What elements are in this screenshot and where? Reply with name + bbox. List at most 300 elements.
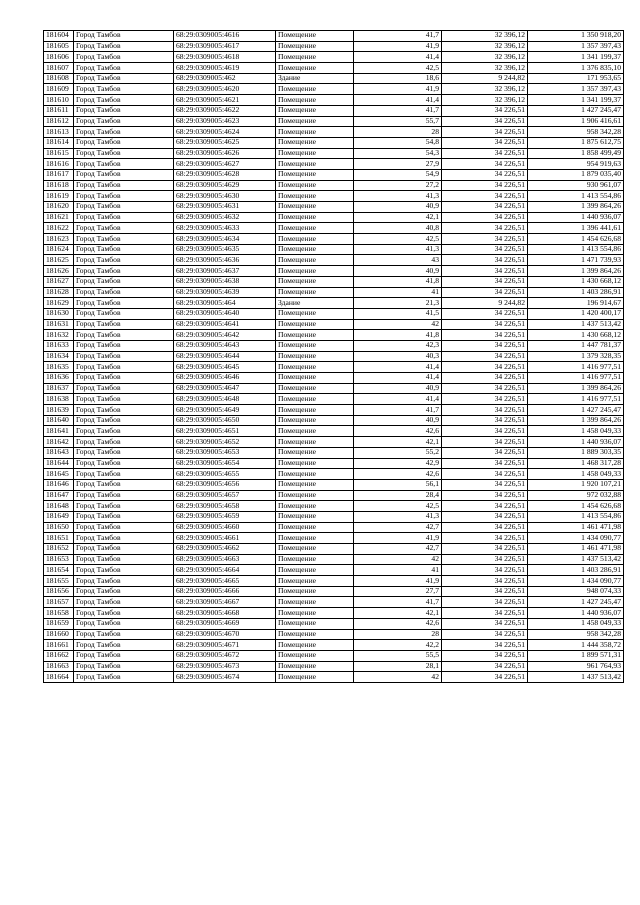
locality-cell: Город Тамбов (74, 565, 174, 576)
locality-cell: Город Тамбов (74, 287, 174, 298)
cadastral-number-cell: 68:29:0309005:4622 (174, 105, 276, 116)
object-type-cell: Помещение (276, 223, 354, 234)
row-number-cell: 181653 (44, 554, 74, 565)
locality-cell: Город Тамбов (74, 116, 174, 127)
unit-value-cell: 34 226,51 (442, 415, 528, 426)
row-number-cell: 181610 (44, 95, 74, 106)
locality-cell: Город Тамбов (74, 244, 174, 255)
area-cell: 40,9 (354, 383, 442, 394)
table-row (44, 661, 624, 672)
cadastral-number-cell: 68:29:0309005:4658 (174, 501, 276, 512)
object-type-cell: Помещение (276, 618, 354, 629)
area-cell: 41,7 (354, 597, 442, 608)
unit-value-cell: 34 226,51 (442, 618, 528, 629)
locality-cell: Город Тамбов (74, 191, 174, 202)
row-number-cell: 181611 (44, 105, 74, 116)
cadastral-number-cell: 68:29:0309005:4619 (174, 63, 276, 74)
cadastral-value-cell: 1 416 977,51 (528, 373, 624, 384)
table-row (44, 362, 624, 373)
cadastral-number-cell: 68:29:0309005:4636 (174, 255, 276, 266)
object-type-cell: Помещение (276, 576, 354, 587)
object-type-cell: Помещение (276, 469, 354, 480)
area-cell: 40,3 (354, 351, 442, 362)
cadastral-number-cell: 68:29:0309005:4657 (174, 490, 276, 501)
cadastral-value-cell: 1 413 554,86 (528, 244, 624, 255)
row-number-cell: 181606 (44, 52, 74, 63)
cadastral-value-cell: 930 961,07 (528, 180, 624, 191)
area-cell: 40,9 (354, 266, 442, 277)
cadastral-value-cell: 1 416 977,51 (528, 362, 624, 373)
unit-value-cell: 34 226,51 (442, 319, 528, 330)
cadastral-value-cell: 954 919,63 (528, 159, 624, 170)
locality-cell: Город Тамбов (74, 159, 174, 170)
locality-cell: Город Тамбов (74, 640, 174, 651)
table-row (44, 330, 624, 341)
row-number-cell: 181614 (44, 137, 74, 148)
table-row (44, 212, 624, 223)
cadastral-value-cell: 1 430 668,12 (528, 276, 624, 287)
unit-value-cell: 34 226,51 (442, 340, 528, 351)
row-number-cell: 181631 (44, 319, 74, 330)
area-cell: 18,6 (354, 73, 442, 84)
unit-value-cell: 34 226,51 (442, 650, 528, 661)
object-type-cell: Помещение (276, 266, 354, 277)
object-type-cell: Помещение (276, 608, 354, 619)
object-type-cell: Помещение (276, 447, 354, 458)
locality-cell: Город Тамбов (74, 490, 174, 501)
locality-cell: Город Тамбов (74, 137, 174, 148)
object-type-cell: Помещение (276, 554, 354, 565)
table-row (44, 522, 624, 533)
area-cell: 40,9 (354, 415, 442, 426)
cadastral-number-cell: 68:29:0309005:4649 (174, 405, 276, 416)
locality-cell: Город Тамбов (74, 127, 174, 138)
table-row (44, 276, 624, 287)
table-row (44, 501, 624, 512)
cadastral-value-cell: 171 953,65 (528, 73, 624, 84)
cadastral-number-cell: 68:29:0309005:4646 (174, 373, 276, 384)
row-number-cell: 181625 (44, 255, 74, 266)
locality-cell: Город Тамбов (74, 586, 174, 597)
locality-cell: Город Тамбов (74, 576, 174, 587)
unit-value-cell: 34 226,51 (442, 405, 528, 416)
unit-value-cell: 34 226,51 (442, 437, 528, 448)
table-row (44, 105, 624, 116)
area-cell: 40,9 (354, 202, 442, 213)
unit-value-cell: 34 226,51 (442, 490, 528, 501)
table-row (44, 308, 624, 319)
unit-value-cell: 34 226,51 (442, 137, 528, 148)
area-cell: 43 (354, 255, 442, 266)
locality-cell: Город Тамбов (74, 608, 174, 619)
unit-value-cell: 34 226,51 (442, 501, 528, 512)
locality-cell: Город Тамбов (74, 501, 174, 512)
row-number-cell: 181658 (44, 608, 74, 619)
cadastral-value-cell: 1 399 864,26 (528, 266, 624, 277)
row-number-cell: 181643 (44, 447, 74, 458)
locality-cell: Город Тамбов (74, 319, 174, 330)
table-row (44, 319, 624, 330)
locality-cell: Город Тамбов (74, 308, 174, 319)
locality-cell: Город Тамбов (74, 330, 174, 341)
cadastral-number-cell: 68:29:0309005:4653 (174, 447, 276, 458)
cadastral-value-cell: 1 471 739,93 (528, 255, 624, 266)
cadastral-number-cell: 68:29:0309005:4662 (174, 544, 276, 555)
cadastral-number-cell: 68:29:0309005:4632 (174, 212, 276, 223)
row-number-cell: 181663 (44, 661, 74, 672)
locality-cell: Город Тамбов (74, 479, 174, 490)
document-page (43, 30, 623, 683)
area-cell: 42,7 (354, 522, 442, 533)
object-type-cell: Помещение (276, 640, 354, 651)
row-number-cell: 181642 (44, 437, 74, 448)
area-cell: 41 (354, 287, 442, 298)
table-row (44, 373, 624, 384)
table-row (44, 490, 624, 501)
unit-value-cell: 32 396,12 (442, 41, 528, 52)
area-cell: 42,5 (354, 234, 442, 245)
area-cell: 41,9 (354, 576, 442, 587)
locality-cell: Город Тамбов (74, 31, 174, 42)
table-row (44, 405, 624, 416)
cadastral-value-cell: 1 437 513,42 (528, 554, 624, 565)
unit-value-cell: 34 226,51 (442, 116, 528, 127)
object-type-cell: Помещение (276, 479, 354, 490)
area-cell: 41,4 (354, 394, 442, 405)
row-number-cell: 181604 (44, 31, 74, 42)
cadastral-value-cell: 1 444 358,72 (528, 640, 624, 651)
row-number-cell: 181648 (44, 501, 74, 512)
object-type-cell: Здание (276, 298, 354, 309)
cadastral-number-cell: 68:29:0309005:4650 (174, 415, 276, 426)
table-row (44, 148, 624, 159)
cadastral-number-cell: 68:29:0309005:4638 (174, 276, 276, 287)
cadastral-number-cell: 68:29:0309005:4648 (174, 394, 276, 405)
locality-cell: Город Тамбов (74, 437, 174, 448)
object-type-cell: Помещение (276, 629, 354, 640)
row-number-cell: 181633 (44, 340, 74, 351)
cadastral-value-cell: 1 458 049,33 (528, 426, 624, 437)
cadastral-value-cell: 196 914,67 (528, 298, 624, 309)
unit-value-cell: 34 226,51 (442, 426, 528, 437)
table-row (44, 95, 624, 106)
object-type-cell: Помещение (276, 95, 354, 106)
row-number-cell: 181635 (44, 362, 74, 373)
cadastral-value-cell: 1 341 199,37 (528, 52, 624, 63)
unit-value-cell: 34 226,51 (442, 308, 528, 319)
locality-cell: Город Тамбов (74, 73, 174, 84)
area-cell: 27,7 (354, 586, 442, 597)
locality-cell: Город Тамбов (74, 511, 174, 522)
row-number-cell: 181626 (44, 266, 74, 277)
table-row (44, 191, 624, 202)
object-type-cell: Помещение (276, 415, 354, 426)
unit-value-cell: 34 226,51 (442, 276, 528, 287)
locality-cell: Город Тамбов (74, 202, 174, 213)
cadastral-value-cell: 948 074,33 (528, 586, 624, 597)
area-cell: 42,6 (354, 426, 442, 437)
locality-cell: Город Тамбов (74, 52, 174, 63)
cadastral-number-cell: 68:29:0309005:4674 (174, 672, 276, 683)
locality-cell: Город Тамбов (74, 212, 174, 223)
unit-value-cell: 34 226,51 (442, 672, 528, 683)
row-number-cell: 181659 (44, 618, 74, 629)
cadastral-number-cell: 68:29:0309005:4631 (174, 202, 276, 213)
locality-cell: Город Тамбов (74, 544, 174, 555)
row-number-cell: 181657 (44, 597, 74, 608)
cadastral-number-cell: 68:29:0309005:4661 (174, 533, 276, 544)
object-type-cell: Помещение (276, 31, 354, 42)
row-number-cell: 181654 (44, 565, 74, 576)
cadastral-number-cell: 68:29:0309005:4624 (174, 127, 276, 138)
row-number-cell: 181627 (44, 276, 74, 287)
locality-cell: Город Тамбов (74, 223, 174, 234)
object-type-cell: Помещение (276, 105, 354, 116)
cadastral-value-table (43, 30, 624, 683)
row-number-cell: 181622 (44, 223, 74, 234)
area-cell: 42 (354, 319, 442, 330)
cadastral-number-cell: 68:29:0309005:4647 (174, 383, 276, 394)
unit-value-cell: 34 226,51 (442, 202, 528, 213)
object-type-cell: Помещение (276, 362, 354, 373)
object-type-cell: Помещение (276, 308, 354, 319)
object-type-cell: Помещение (276, 41, 354, 52)
cadastral-number-cell: 68:29:0309005:4629 (174, 180, 276, 191)
table-row (44, 298, 624, 309)
area-cell: 55,2 (354, 447, 442, 458)
locality-cell: Город Тамбов (74, 148, 174, 159)
unit-value-cell: 34 226,51 (442, 223, 528, 234)
unit-value-cell: 32 396,12 (442, 52, 528, 63)
cadastral-value-cell: 972 032,88 (528, 490, 624, 501)
unit-value-cell: 34 226,51 (442, 533, 528, 544)
object-type-cell: Помещение (276, 330, 354, 341)
unit-value-cell: 34 226,51 (442, 127, 528, 138)
area-cell: 54,3 (354, 148, 442, 159)
row-number-cell: 181664 (44, 672, 74, 683)
cadastral-value-cell: 1 420 400,17 (528, 308, 624, 319)
locality-cell: Город Тамбов (74, 298, 174, 309)
area-cell: 41,8 (354, 330, 442, 341)
area-cell: 28,1 (354, 661, 442, 672)
object-type-cell: Помещение (276, 511, 354, 522)
cadastral-number-cell: 68:29:0309005:4670 (174, 629, 276, 640)
area-cell: 42,7 (354, 544, 442, 555)
locality-cell: Город Тамбов (74, 95, 174, 106)
area-cell: 42 (354, 672, 442, 683)
locality-cell: Город Тамбов (74, 63, 174, 74)
cadastral-number-cell: 68:29:0309005:4637 (174, 266, 276, 277)
locality-cell: Город Тамбов (74, 415, 174, 426)
table-row (44, 608, 624, 619)
table-row (44, 127, 624, 138)
cadastral-number-cell: 68:29:0309005:4625 (174, 137, 276, 148)
object-type-cell: Помещение (276, 169, 354, 180)
table-row (44, 554, 624, 565)
cadastral-value-cell: 1 858 499,49 (528, 148, 624, 159)
row-number-cell: 181620 (44, 202, 74, 213)
unit-value-cell: 9 244,82 (442, 298, 528, 309)
table-row (44, 202, 624, 213)
cadastral-value-cell: 1 437 513,42 (528, 319, 624, 330)
area-cell: 40,8 (354, 223, 442, 234)
cadastral-value-cell: 1 434 090,77 (528, 533, 624, 544)
unit-value-cell: 34 226,51 (442, 554, 528, 565)
locality-cell: Город Тамбов (74, 650, 174, 661)
table-row (44, 565, 624, 576)
object-type-cell: Помещение (276, 340, 354, 351)
cadastral-value-cell: 1 427 245,47 (528, 597, 624, 608)
cadastral-number-cell: 68:29:0309005:4626 (174, 148, 276, 159)
object-type-cell: Помещение (276, 426, 354, 437)
unit-value-cell: 34 226,51 (442, 362, 528, 373)
locality-cell: Город Тамбов (74, 661, 174, 672)
locality-cell: Город Тамбов (74, 41, 174, 52)
unit-value-cell: 34 226,51 (442, 522, 528, 533)
cadastral-value-cell: 1 379 328,35 (528, 351, 624, 362)
locality-cell: Город Тамбов (74, 405, 174, 416)
row-number-cell: 181655 (44, 576, 74, 587)
cadastral-value-cell: 1 341 199,37 (528, 95, 624, 106)
cadastral-value-cell: 1 440 936,07 (528, 212, 624, 223)
table-row (44, 597, 624, 608)
area-cell: 56,1 (354, 479, 442, 490)
object-type-cell: Помещение (276, 394, 354, 405)
cadastral-value-cell: 1 399 864,26 (528, 383, 624, 394)
cadastral-value-cell: 1 413 554,86 (528, 191, 624, 202)
row-number-cell: 181608 (44, 73, 74, 84)
cadastral-number-cell: 68:29:0309005:4666 (174, 586, 276, 597)
area-cell: 42,1 (354, 437, 442, 448)
area-cell: 41,9 (354, 84, 442, 95)
area-cell: 42,5 (354, 63, 442, 74)
unit-value-cell: 34 226,51 (442, 565, 528, 576)
unit-value-cell: 34 226,51 (442, 255, 528, 266)
locality-cell: Город Тамбов (74, 383, 174, 394)
object-type-cell: Помещение (276, 597, 354, 608)
area-cell: 41,4 (354, 95, 442, 106)
locality-cell: Город Тамбов (74, 618, 174, 629)
object-type-cell: Помещение (276, 148, 354, 159)
object-type-cell: Помещение (276, 533, 354, 544)
row-number-cell: 181661 (44, 640, 74, 651)
unit-value-cell: 34 226,51 (442, 586, 528, 597)
unit-value-cell: 34 226,51 (442, 661, 528, 672)
row-number-cell: 181645 (44, 469, 74, 480)
cadastral-value-cell: 1 458 049,33 (528, 469, 624, 480)
locality-cell: Город Тамбов (74, 426, 174, 437)
cadastral-number-cell: 68:29:0309005:4621 (174, 95, 276, 106)
locality-cell: Город Тамбов (74, 255, 174, 266)
area-cell: 28,4 (354, 490, 442, 501)
table-row (44, 576, 624, 587)
row-number-cell: 181616 (44, 159, 74, 170)
cadastral-number-cell: 68:29:0309005:4668 (174, 608, 276, 619)
unit-value-cell: 34 226,51 (442, 244, 528, 255)
unit-value-cell: 34 226,51 (442, 640, 528, 651)
cadastral-number-cell: 68:29:0309005:4620 (174, 84, 276, 95)
unit-value-cell: 34 226,51 (442, 469, 528, 480)
table-row (44, 629, 624, 640)
table-row (44, 479, 624, 490)
area-cell: 42,3 (354, 340, 442, 351)
unit-value-cell: 34 226,51 (442, 105, 528, 116)
cadastral-number-cell: 68:29:0309005:4644 (174, 351, 276, 362)
object-type-cell: Помещение (276, 287, 354, 298)
table-row (44, 255, 624, 266)
table-row (44, 41, 624, 52)
table-row (44, 223, 624, 234)
unit-value-cell: 34 226,51 (442, 287, 528, 298)
table-row (44, 458, 624, 469)
table-row (44, 383, 624, 394)
cadastral-number-cell: 68:29:0309005:4616 (174, 31, 276, 42)
locality-cell: Город Тамбов (74, 180, 174, 191)
area-cell: 41,4 (354, 373, 442, 384)
area-cell: 55,5 (354, 650, 442, 661)
locality-cell: Город Тамбов (74, 234, 174, 245)
cadastral-value-cell: 1 461 471,98 (528, 544, 624, 555)
cadastral-value-cell: 1 437 513,42 (528, 672, 624, 683)
cadastral-number-cell: 68:29:0309005:4669 (174, 618, 276, 629)
area-cell: 41,8 (354, 276, 442, 287)
area-cell: 42,9 (354, 458, 442, 469)
object-type-cell: Помещение (276, 672, 354, 683)
cadastral-value-cell: 961 764,93 (528, 661, 624, 672)
table-row (44, 415, 624, 426)
cadastral-value-cell: 1 403 286,91 (528, 287, 624, 298)
table-row (44, 116, 624, 127)
cadastral-number-cell: 68:29:0309005:4651 (174, 426, 276, 437)
cadastral-number-cell: 68:29:0309005:4671 (174, 640, 276, 651)
cadastral-number-cell: 68:29:0309005:4656 (174, 479, 276, 490)
row-number-cell: 181629 (44, 298, 74, 309)
unit-value-cell: 34 226,51 (442, 351, 528, 362)
cadastral-number-cell: 68:29:0309005:4635 (174, 244, 276, 255)
cadastral-number-cell: 68:29:0309005:4640 (174, 308, 276, 319)
table-row (44, 73, 624, 84)
object-type-cell: Помещение (276, 373, 354, 384)
unit-value-cell: 34 226,51 (442, 479, 528, 490)
cadastral-value-cell: 1 458 049,33 (528, 618, 624, 629)
object-type-cell: Помещение (276, 52, 354, 63)
cadastral-value-cell: 1 875 612,75 (528, 137, 624, 148)
area-cell: 41 (354, 565, 442, 576)
unit-value-cell: 34 226,51 (442, 608, 528, 619)
area-cell: 41,3 (354, 511, 442, 522)
cadastral-number-cell: 68:29:0309005:4630 (174, 191, 276, 202)
locality-cell: Город Тамбов (74, 458, 174, 469)
cadastral-value-cell: 1 440 936,07 (528, 608, 624, 619)
area-cell: 54,9 (354, 169, 442, 180)
cadastral-value-cell: 1 430 668,12 (528, 330, 624, 341)
row-number-cell: 181613 (44, 127, 74, 138)
locality-cell: Город Тамбов (74, 522, 174, 533)
cadastral-number-cell: 68:29:0309005:4628 (174, 169, 276, 180)
object-type-cell: Помещение (276, 244, 354, 255)
object-type-cell: Помещение (276, 202, 354, 213)
table-row (44, 52, 624, 63)
area-cell: 55,7 (354, 116, 442, 127)
row-number-cell: 181641 (44, 426, 74, 437)
area-cell: 54,8 (354, 137, 442, 148)
table-row (44, 447, 624, 458)
table-row (44, 287, 624, 298)
cadastral-value-cell: 1 413 554,86 (528, 511, 624, 522)
table-row (44, 640, 624, 651)
cadastral-value-cell: 1 447 781,37 (528, 340, 624, 351)
area-cell: 42,1 (354, 608, 442, 619)
